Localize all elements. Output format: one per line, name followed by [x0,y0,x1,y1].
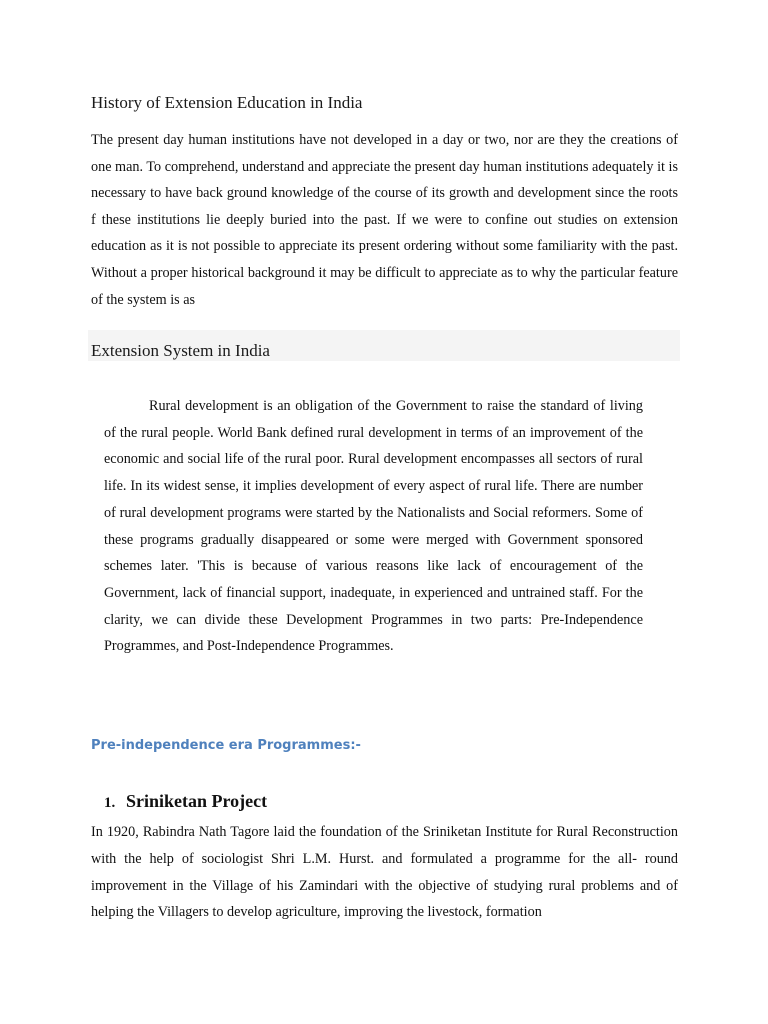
paragraph-history: The present day human institutions have not developed in a day or two, nor are they the creations of one man. To comprehend, understand and appreciate the present day human institutions adequately it is necessary to have back ground knowledge of the course of its growth and development since the roots f these institutions lie deeply buried into the past. If we were to confine out studies on extension education as it is not possible to appreciate its present ordering without some familiarity with the past. Without a proper historical background it may be difficult to appreciate as to why the particular feature of the system is as [91,132,678,308]
list-number: 1. [104,795,116,811]
heading-sriniketan-project [104,790,267,814]
heading-sriniketan-label: Sriniketan Project [126,791,268,811]
heading-extension-system-in-india: Extension System in India [91,341,270,360]
heading-history-of-extension-education: History of Extension Education in India [91,93,363,112]
heading-pre-independence-programmes: Pre-independence era Programmes:- [91,738,361,753]
paragraph-rural-development: Rural development is an obligation of the Government to raise the standard of living of the rural people. World Bank defined rural development in terms of an improvement of the economic and social life of the rural poor. Rural development encompasses all sectors of rural life. In its widest sense, it implies development of every aspect of rural life. There are number of rural development programs were started by the Nationalists and Social reformers. Some of these programs gradually disappeared or some were merged with Government sponsored schemes later. 'This is because of various reasons like lack of encouragement of the Government, lack of financial support, inadequate, in experienced and untrained staff. For the clarity, we can divide these Development Programmes in two parts: Pre-Independence Programmes, and Post-Independence Programmes. [104,398,643,655]
paragraph-sriniketan: In 1920, Rabindra Nath Tagore laid the foundation of the Sriniketan Institute for Rural Reconstruction with the help of sociologist Shri L.M. Hurst. and formulated a programme for the all- round improvement in the Village of his Zamindari with the objective of studying rural problems and of helping the Villagers to develop agriculture, improving the livestock, formation [91,824,678,921]
